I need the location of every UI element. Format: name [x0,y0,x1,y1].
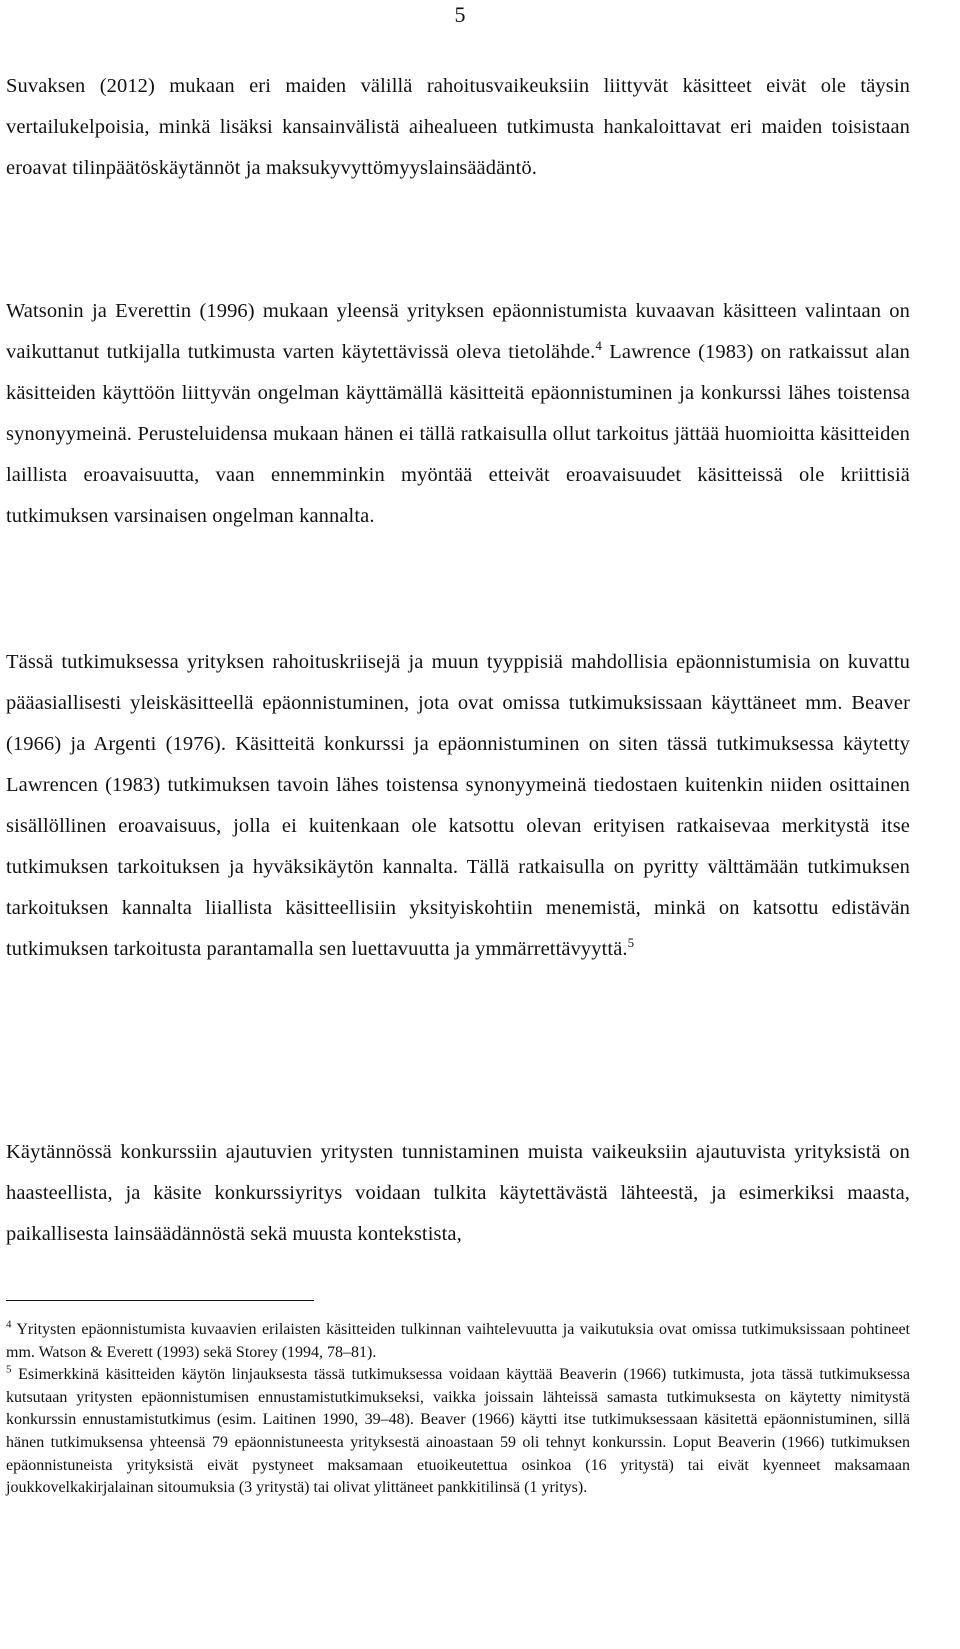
footnote-ref-5[interactable]: 5 [627,935,635,951]
paragraph-2-text-a: Watsonin ja Everettin (1996) mukaan yleensä yrityksen epäonnistumista kuvaavan käsitteen valintaan on vaikuttanut tutkijalla tutkimusta varten käytettävissä oleva tietolähde. [6,300,910,363]
paragraph-2-text-b: Lawrence (1983) on ratkaissut alan käsitteiden käyttöön liittyvän ongelman käyttämällä käsitteitä epäonnistuminen ja konkurssi lähes toistensa synonyymeinä. Perusteluidensa mukaan hänen ei tällä ratkaisulla ollut tarkoitus jättää huomioitta käsitteiden laillista eroavaisuutta, vaan ennemminkin myöntää etteivät eroavaisuudet käsitteissä ole kriittisiä tutkimuksen varsinaisen ongelman kannalta. [6,341,910,527]
paragraph-4: Käytännössä konkurssiin ajautuvien yritysten tunnistaminen muista vaikeuksiin ajautuvista yrityksistä on haasteellista, ja käsite konkurssiyritys voidaan tulkita käytettävästä lähteestä, ja esimerkiksi maasta, paikallisesta lainsäädännöstä sekä muusta kontekstista, [6,1141,910,1245]
footnotes [6,1319,910,1500]
footnote-number-5: 5 [6,1363,12,1376]
footnote-separator [6,1300,314,1301]
footnote-4-text: Yritysten epäonnistumista kuvaavien erilaisten käsitteiden tulkinnan vaihtelevuutta ja vaikutuksia ovat omissa tutkimuksissaan pohtineet mm. Watson & Everett (1993) sekä Storey (1994, 78–81). [6,1321,910,1361]
paragraph-3-text: Tässä tutkimuksessa yrityksen rahoituskriisejä ja muun tyyppisiä mahdollisia epäonnistumisia on kuvattu pääasiallisesti yleiskäsitteellä epäonnistuminen, jota ovat omissa tutkimuksissaan käyttäneet mm. Beaver (1966) ja Argenti (1976). Käsitteitä konkurssi ja epäonnistuminen on siten tässä tutkimuksessa käytetty Lawrencen (1983) tutkimuksen tavoin lähes toistensa synonyymeinä tiedostaen kuitenkin niiden osittainen sisällöllinen eroavaisuus, jolla ei kuitenkaan ole katsottu olevan erityisen ratkaisevaa merkitystä itse tutkimuksen tarkoituksen ja hyväksikäytön kannalta. Tällä ratkaisulla on pyritty välttämään tutkimuksen tarkoituksen kannalta liiallista käsitteellisiin yksityiskohtiin menemistä, minkä on katsottu edistävän tutkimuksen tarkoitusta parantamalla sen luettavuutta ja ymmärrettävyyttä. [6,651,910,960]
footnote-5 [6,1364,910,1500]
footnote-5-text: Esimerkkinä käsitteiden käytön linjauksesta tässä tutkimuksessa voidaan käyttää Beaverin (1966) tutkimusta, jota tässä tutkimuksessa kutsutaan yritysten epäonnistumisen ennustamistutkimukseksi, vaikka joissain lähteissä samasta tutkimuksesta on käytetty nimitystä konkurssin ennustamistutkimus (esim. Laitinen 1990, 39–48). Beaver (1966) käytti itse tutkimuksessaan käsitettä epäonnistuminen, sillä hänen tutkimuksensa yhteensä 79 epäonnistuneesta yrityksestä ainoastaan 59 oli tehnyt konkurssin. Loput Beaverin (1966) tutkimuksen epäonnistuneista yrityksistä eivät pystyneet maksamaan etuoikeutettua osinkoa (16 yritystä) tai eivät kyenneet maksamaan joukkovelkakirjalainan sitoumuksia (3 yritystä) tai olivat ylittäneet pankkitilinsä (1 yritys). [6,1366,910,1497]
footnote-ref-4[interactable]: 4 [595,338,602,354]
footnote-4 [6,1319,910,1364]
paragraph-2 [6,291,910,537]
footnote-number-4: 4 [6,1318,12,1331]
paragraph-1: Suvaksen (2012) mukaan eri maiden välillä rahoitusvaikeuksiin liittyvät käsitteet eivät ole täysin vertailukelpoisia, minkä lisäksi kansainvälistä aihealueen tutkimusta hankaloittavat eri maiden toisistaan eroavat tilinpäätöskäytännöt ja maksukyvyttömyyslainsäädäntö. [6,75,910,179]
paragraph-3 [6,642,910,970]
page-number: 5 [454,2,466,27]
